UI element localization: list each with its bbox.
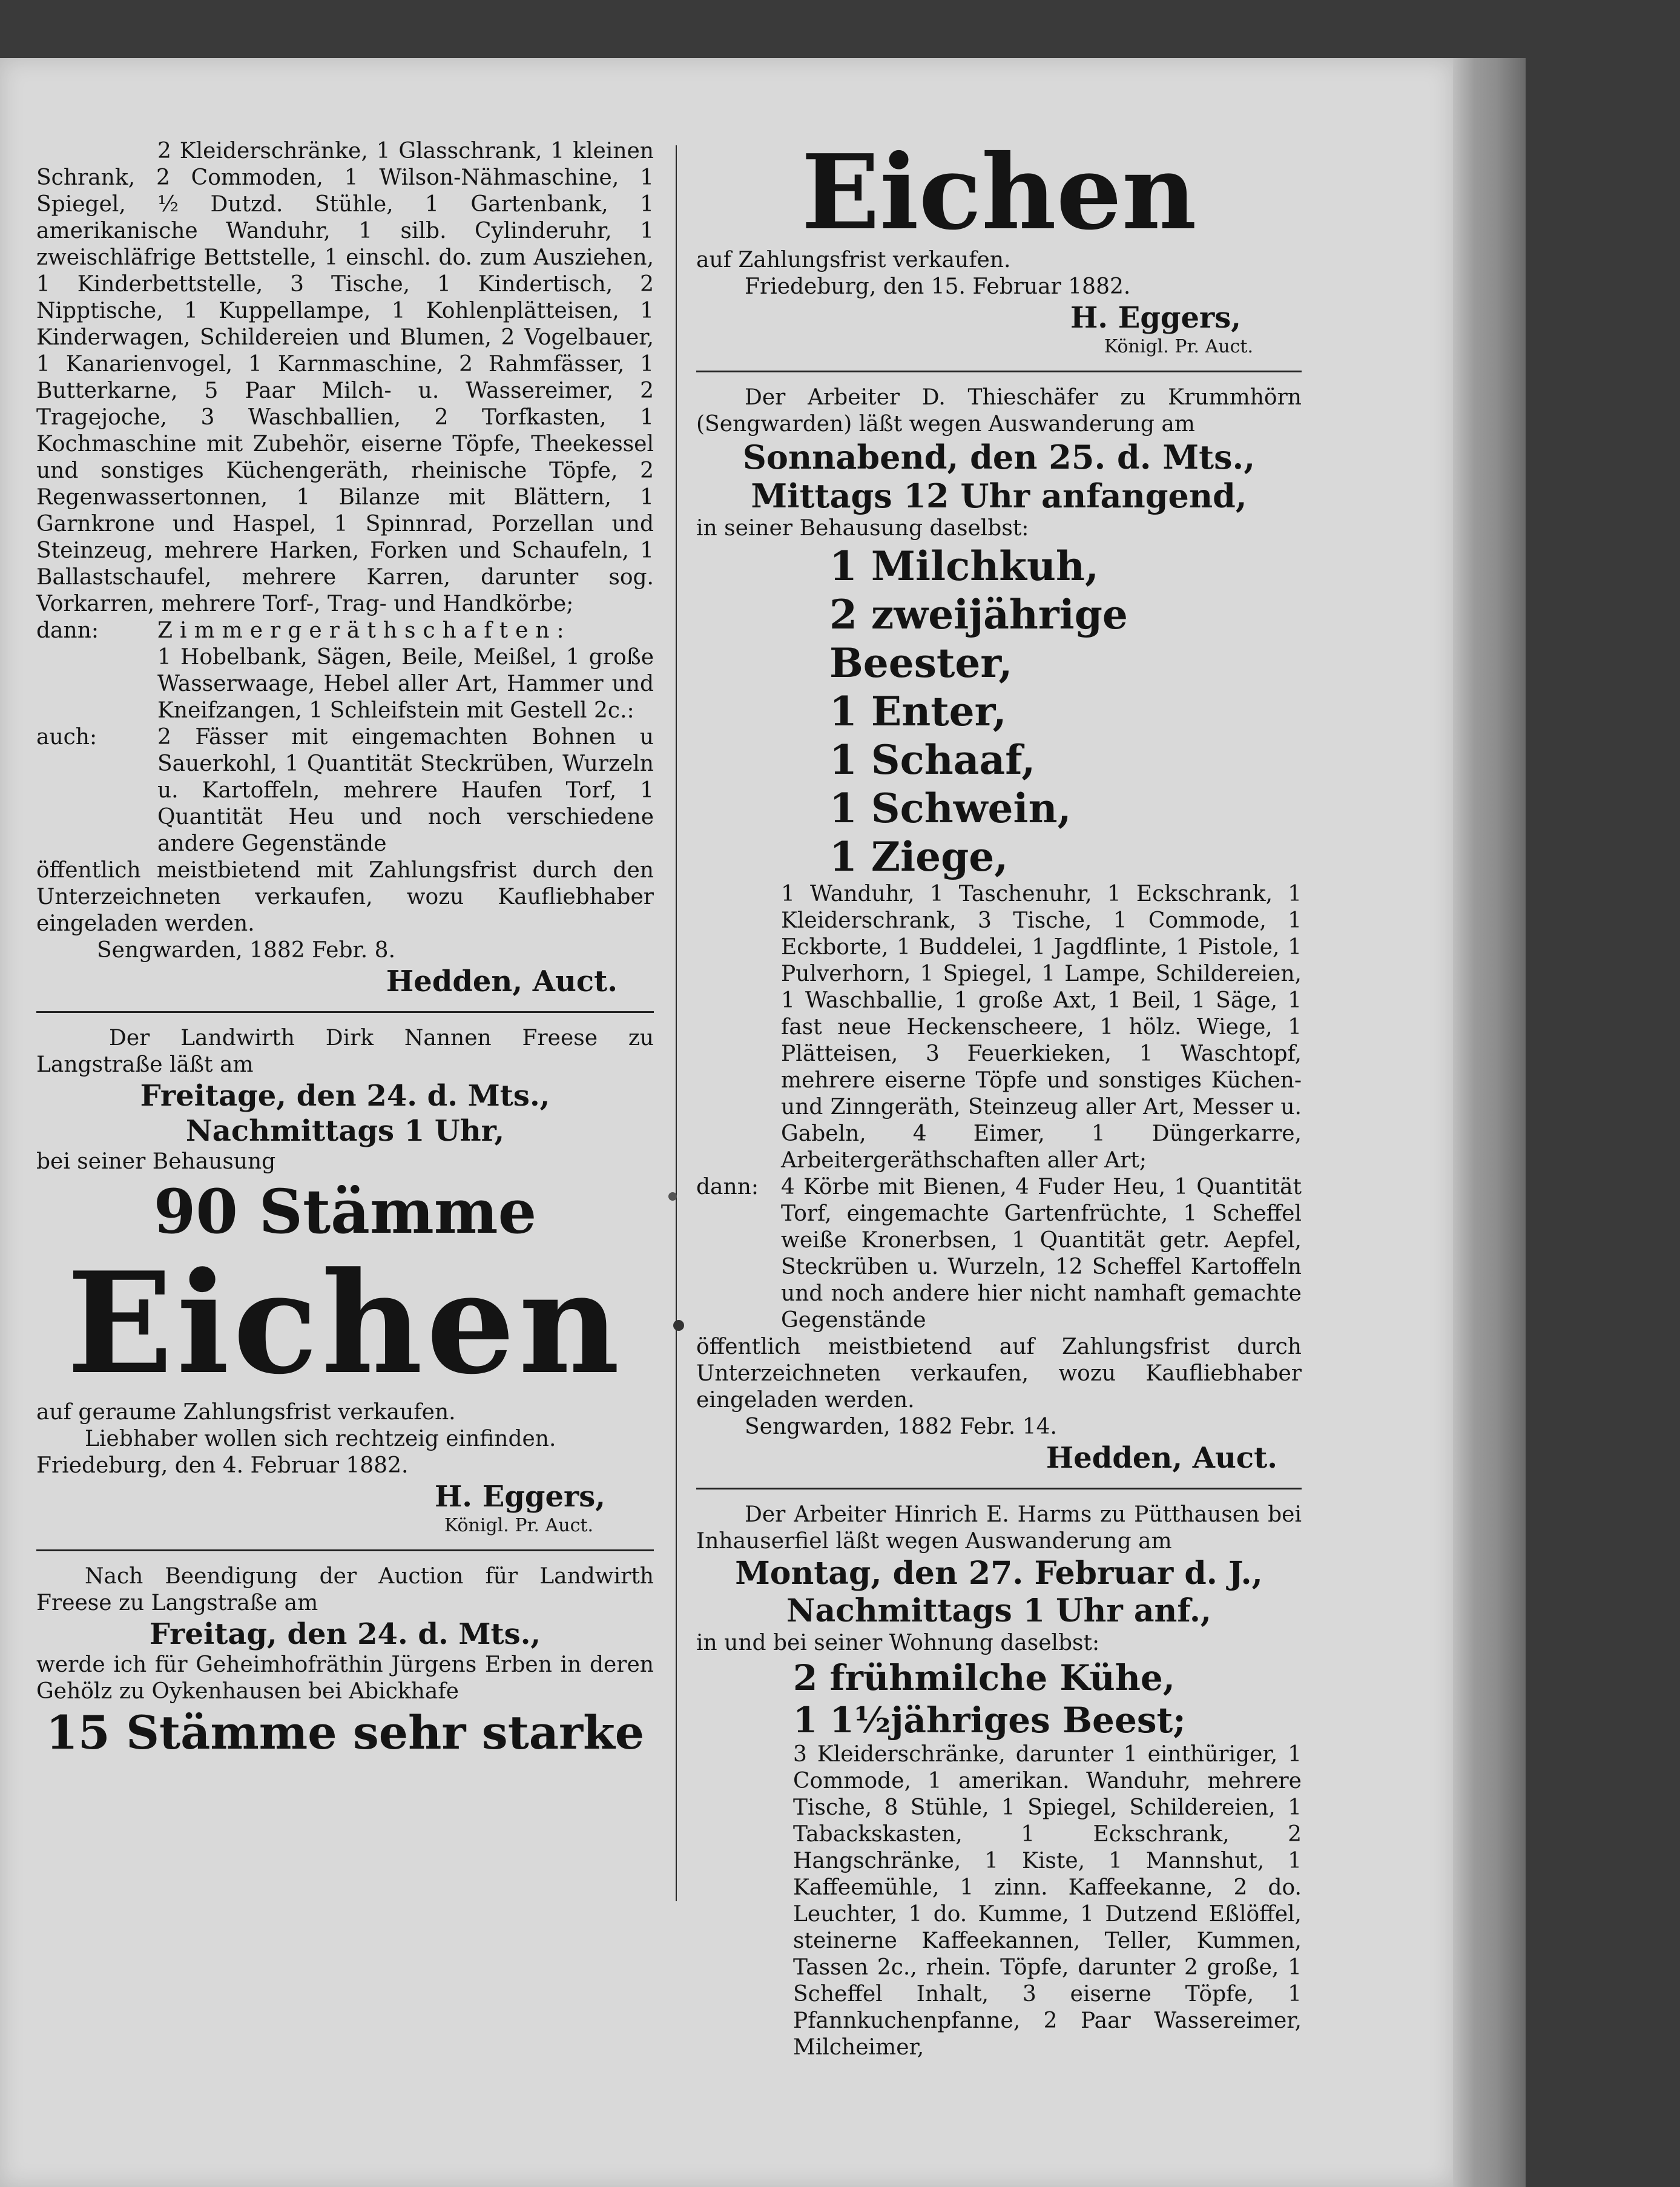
ad-separator	[36, 1549, 654, 1551]
left-ad-3	[36, 1563, 654, 1761]
auction-time: Nachmittags 1 Uhr,	[185, 1114, 505, 1148]
dann-block	[696, 1174, 1302, 1334]
auctioneer-title: Königl. Pr. Auct.	[444, 1515, 593, 1536]
animal-item: 1 Schaaf,	[829, 736, 1036, 783]
signature: H. Eggers,	[434, 1480, 605, 1514]
place-date: Sengwarden, 1882 Febr. 14.	[745, 1414, 1057, 1439]
animal-item: 1 Schwein,	[829, 785, 1072, 832]
dann-label: dann:	[696, 1175, 759, 1199]
signature: Hedden, Auct.	[386, 965, 618, 998]
right-ad-2	[696, 384, 1302, 1476]
animal-item: 1 1½jähriges Beest;	[793, 1700, 1186, 1741]
place-date: Friedeburg, den 15. Februar 1882.	[745, 274, 1131, 299]
headline-eichen: Eichen	[801, 132, 1197, 253]
auction-location: in seiner Behausung daselbst:	[696, 516, 1029, 541]
column-divider	[676, 145, 677, 1901]
signature: Hedden, Auct.	[1046, 1441, 1277, 1475]
terms: auf geraume Zahlungsfrist verkaufen.	[36, 1400, 456, 1425]
place-date: Friedeburg, den 4. Februar 1882.	[36, 1453, 409, 1478]
ad-intro: Der Arbeiter Hinrich E. Harms zu Pütthausen bei Inhauserfiel läßt wegen Auswanderung am	[696, 1502, 1302, 1554]
printer-mark	[668, 1192, 677, 1201]
items-list: 3 Kleiderschränke, darunter 1 einthüriger, 1 Commode, 1 amerikan. Wanduhr, mehrere Tische, 8 Stühle, 1 Spiegel, Schildereien, 1 Tabackskasten, 1 Eckschrank, 2 Hangschränke, 1 Kiste, 1 Mannshut, 1 Kaffeemühle, 1 zinn. Kaffeekanne, 2 do. Leuchter, 1 do. Kumme, 1 Dutzend Eßlöffel, steinerne Kaffeekannen, Teller, Kummen, Tassen 2c., rhein. Töpfe, darunter 2 große, 1 Scheffel Inhalt, 3 eiserne Töpfe, 1 Pfannkuchenpfanne, 2 Paar Wassereimer, Milcheimer,	[793, 1742, 1302, 2060]
auch-label: auch:	[36, 725, 97, 750]
auction-date: Montag, den 27. Februar d. J.,	[735, 1555, 1263, 1592]
auction-location: in und bei seiner Wohnung daselbst:	[696, 1631, 1100, 1655]
left-ad-2	[36, 1025, 654, 1537]
left-ad-1	[36, 138, 654, 999]
items-list: 1 Wanduhr, 1 Taschenuhr, 1 Eckschrank, 1 Kleiderschrank, 3 Tische, 1 Commode, 1 Eckborte, 1 Buddelei, 1 Jagdflinte, 1 Pistole, 1 Pulverhorn, 1 Spiegel, 1 Lampe, Schildereien, 1 Waschballie, 1 große Axt, 1 Beil, 1 Säge, 1 fast neue Heckenscheere, 1 hölz. Wiege, 1 Plätteisen, 3 Feuerkieken, 1 Waschtopf, mehrere eiserne Töpfe und sonstiges Küchen- und Zinngeräth, Steinzeug aller Art, Messer u. Gabeln, 4 Eimer, 1 Düngerkarre, Arbeitergeräthschaften aller Art;	[781, 882, 1302, 1173]
dann-text: 4 Körbe mit Bienen, 4 Fuder Heu, 1 Quantität Torf, eingemachte Gartenfrüchte, 1 Scheffel weiße Kronerbsen, 1 Quantität getr. Aepfel, Steckrüben u. Wurzeln, 12 Scheffel Kartoffeln und noch andere hier nicht namhaft gemachte Gegenstände	[781, 1175, 1302, 1333]
headline-eichen: Eichen	[67, 1242, 624, 1405]
ad-intro: Nach Beendigung der Auction für Landwirth Freese zu Langstraße am	[36, 1564, 654, 1615]
animal-item: 2 zweijährige Beester,	[829, 591, 1128, 687]
auction-date: Sonnabend, den 25. d. Mts.,	[742, 438, 1256, 477]
ad-intro: Der Landwirth Dirk Nannen Freese zu Langstraße läßt am	[36, 1026, 654, 1077]
ad-text: werde ich für Geheimhofräthin Jürgens Erben in deren Gehölz zu Oykenhausen bei Abickhafe	[36, 1652, 654, 1704]
auction-date: Freitage, den 24. d. Mts.,	[140, 1079, 550, 1113]
auctioneer-title: Königl. Pr. Auct.	[1104, 336, 1253, 357]
left-column	[36, 138, 654, 1761]
auction-location: bei seiner Behausung	[36, 1149, 276, 1174]
auction-time: Mittags 12 Uhr anfangend,	[751, 477, 1247, 515]
dann-heading: Zimmergeräthschaften:	[157, 618, 572, 643]
ad-closing: öffentlich meistbietend mit Zahlungsfrist durch den Unterzeichneten verkaufen, wozu Kaufliebhaber eingeladen werden.	[36, 858, 654, 936]
ad-separator	[696, 1488, 1302, 1489]
animal-item: 1 Milchkuh,	[829, 543, 1099, 590]
headline: 15 Stämme sehr starke	[45, 1706, 645, 1760]
note: Liebhaber wollen sich rechtzeig einfinden.	[85, 1427, 556, 1451]
ad-separator	[696, 371, 1302, 372]
auction-time: Nachmittags 1 Uhr anf.,	[786, 1592, 1212, 1629]
page-edge	[1453, 58, 1526, 2187]
auction-date: Freitag, den 24. d. Mts.,	[149, 1617, 541, 1651]
ad-body: 2 Kleiderschränke, 1 Glasschrank, 1 kleinen Schrank, 2 Commoden, 1 Wilson-Nähmaschine, 1 Spiegel, ½ Dutzd. Stühle, 1 Gartenbank, 1 amerikanische Wanduhr, 1 silb. Cylinderuhr, 1 zweischläfrige Bettstelle, 1 einschl. do. zum Ausziehen, 1 Kinderbettstelle, 3 Tische, 1 Kindertisch, 2 Nipptische, 1 Kuppellampe, 1 Kohlenplätteisen, 1 Kinderwagen, Schildereien und Blumen, 2 Vogelbauer, 1 Kanarienvogel, 1 Karnmaschine, 2 Rahmfässer, 1 Butterkarne, 5 Paar Milch- u. Wassereimer, 2 Tragejoche, 3 Waschballien, 2 Torfkasten, 1 Kochmaschine mit Zubehör, eiserne Töpfe, Theekessel und sonstiges Küchengeräth, rheinische Töpfe, 2 Regenwassertonnen, 1 Bilanze mit Blättern, 1 Garnkrone und Haspel, 1 Spinnrad, Porzellan und Steinzeug, mehrere Harken, Forken und Schaufeln, 1 Ballastschaufel, mehrere Karren, darunter sog. Vorkarren, mehrere Torf-, Trag- und Handkörbe;	[36, 139, 654, 616]
dann-block	[36, 618, 654, 724]
ad-intro: Der Arbeiter D. Thieschäfer zu Krummhörn (Sengwarden) läßt wegen Auswanderung am	[696, 385, 1302, 437]
headline-stamme: 90 Stämme	[153, 1176, 537, 1247]
ad-closing: öffentlich meistbietend auf Zahlungsfrist durch Unterzeichneten verkaufen, wozu Kaufliebhaber eingeladen werden.	[696, 1334, 1302, 1413]
ad-separator	[36, 1011, 654, 1013]
signature: H. Eggers,	[1070, 301, 1241, 335]
animal-item: 1 Ziege,	[829, 833, 1009, 880]
animal-list	[696, 542, 1302, 881]
terms: auf Zahlungsfrist verkaufen.	[696, 248, 1011, 272]
dann-text: 1 Hobelbank, Sägen, Beile, Meißel, 1 große Wasserwaage, Hebel aller Art, Hammer und Kneifzangen, 1 Schleifstein mit Gestell 2c.:	[157, 645, 654, 723]
printer-mark	[673, 1320, 684, 1331]
right-ad-1	[696, 132, 1302, 358]
dann-label: dann:	[36, 618, 99, 643]
right-ad-3	[696, 1502, 1302, 2061]
animal-item: 2 frühmilche Kühe,	[793, 1657, 1175, 1698]
auch-text: 2 Fässer mit eingemachten Bohnen u Sauerkohl, 1 Quantität Steckrüben, Wurzeln u. Kartoffeln, mehrere Haufen Torf, 1 Quantität Heu und noch verschiedene andere Gegenstände	[157, 725, 654, 856]
animal-item: 1 Enter,	[829, 688, 1007, 735]
right-column	[696, 132, 1302, 2061]
place-date: Sengwarden, 1882 Febr. 8.	[97, 938, 396, 963]
auch-block	[36, 724, 654, 857]
